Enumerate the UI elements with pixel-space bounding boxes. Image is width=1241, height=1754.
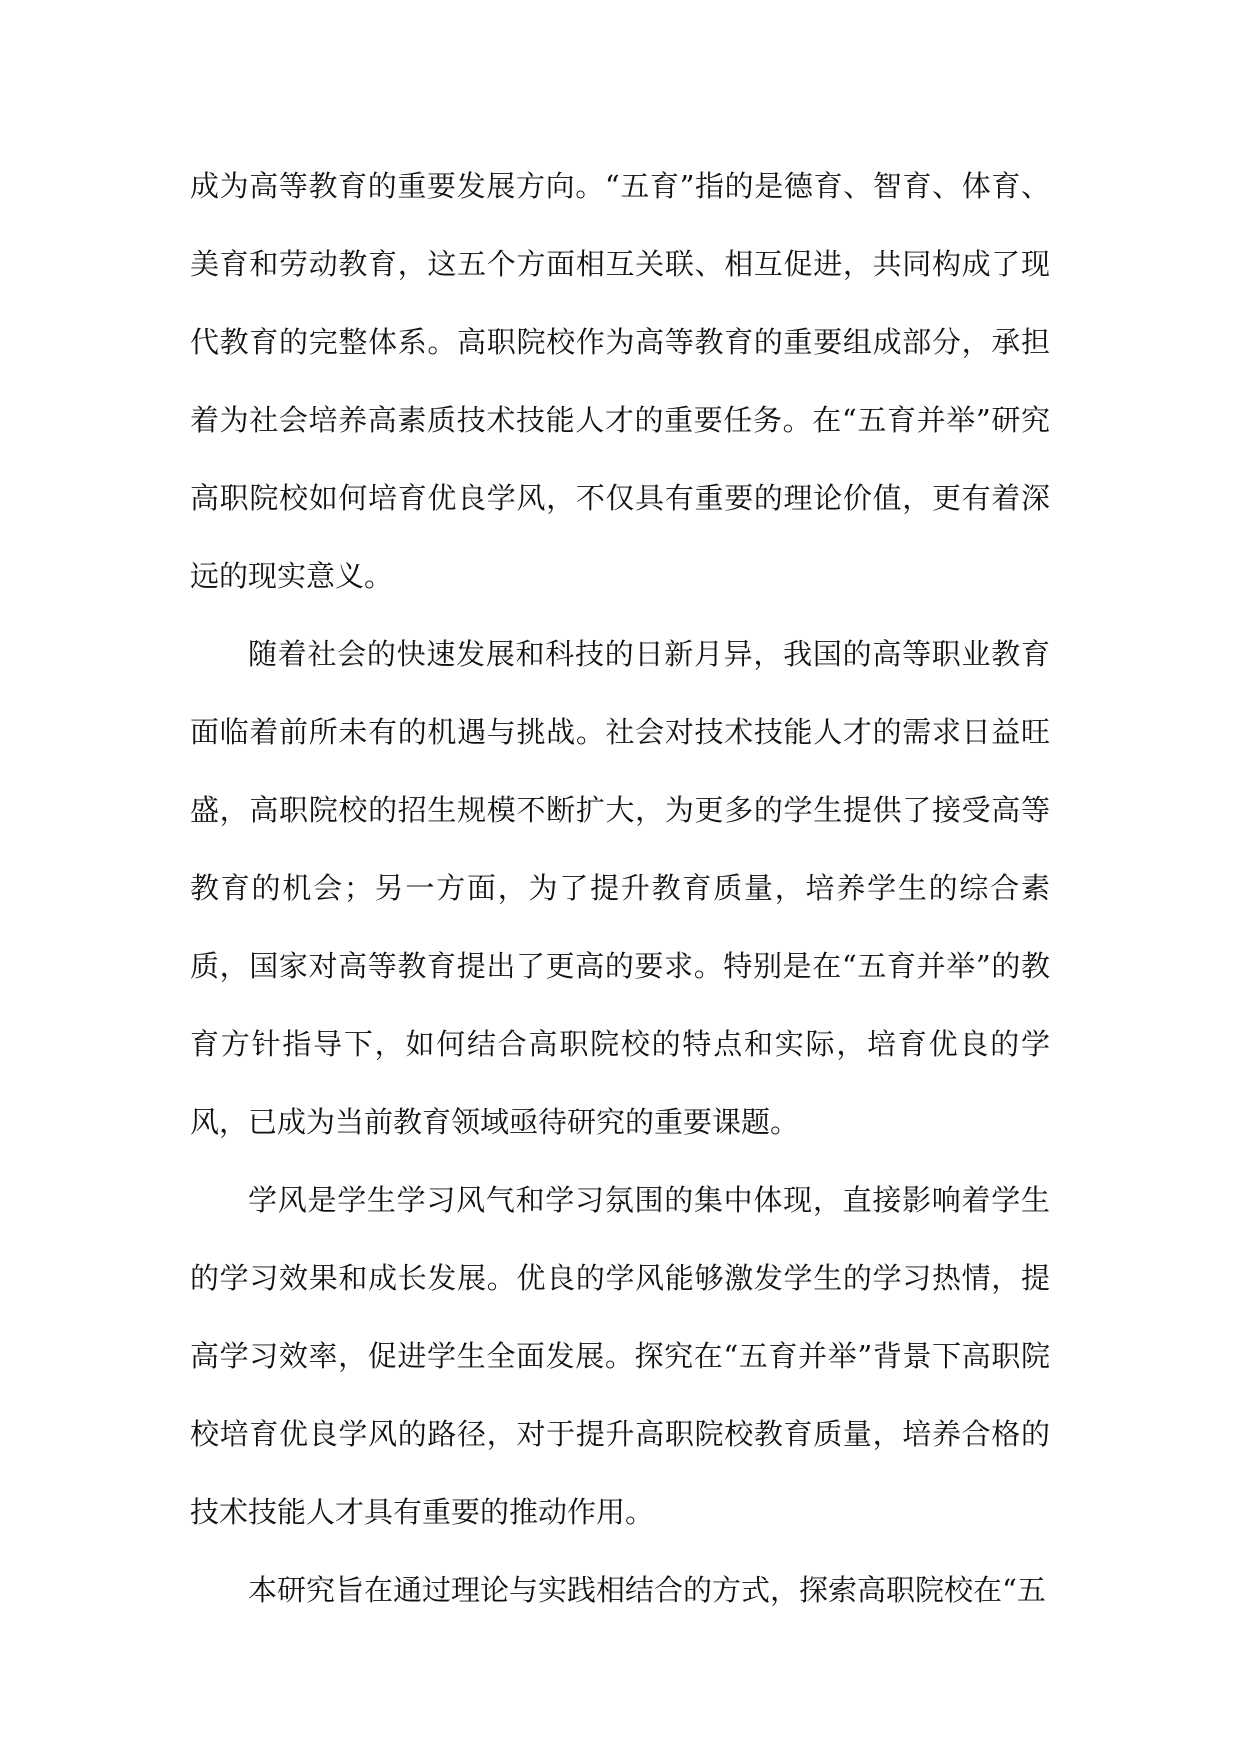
paragraph-research-aim: 本研究旨在通过理论与实践相结合的方式，探索高职院校在“五: [248, 1573, 1046, 1607]
paragraph-study-style: 学风是学生学习风气和学习氛围的集中体现，直接影响着学生的学习效果和成长发展。优良的学风能够激发学生的学习热情，提高学习效率，促进学生全面发展。探究在“五育并举”背景下高职院校培育优良学风的路径，对于提升高职院校教育质量，培养合格的技术技能人才具有重要的推动作用。: [190, 1183, 1050, 1529]
paragraph-continuation: 成为高等教育的重要发展方向。“五育”指的是德育、智育、体育、美育和劳动教育，这五个方面相互关联、相互促进，共同构成了现代教育的完整体系。高职院校作为高等教育的重要组成部分，承担着为社会培养高素质技术技能人才的重要任务。在“五育并举”研究高职院校如何培育优良学风，不仅具有重要的理论价值，更有着深远的现实意义。: [190, 169, 1050, 593]
paragraph-background: 随着社会的快速发展和科技的日新月异，我国的高等职业教育面临着前所未有的机遇与挑战。社会对技术技能人才的需求日益旺盛，高职院校的招生规模不断扩大，为更多的学生提供了接受高等教育的机会；另一方面，为了提升教育质量，培养学生的综合素质，国家对高等教育提出了更高的要求。特别是在“五育并举”的教育方针指导下，如何结合高职院校的特点和实际，培育优良的学风，已成为当前教育领域亟待研究的重要课题。: [190, 637, 1050, 1139]
document-body: [190, 147, 1050, 1629]
